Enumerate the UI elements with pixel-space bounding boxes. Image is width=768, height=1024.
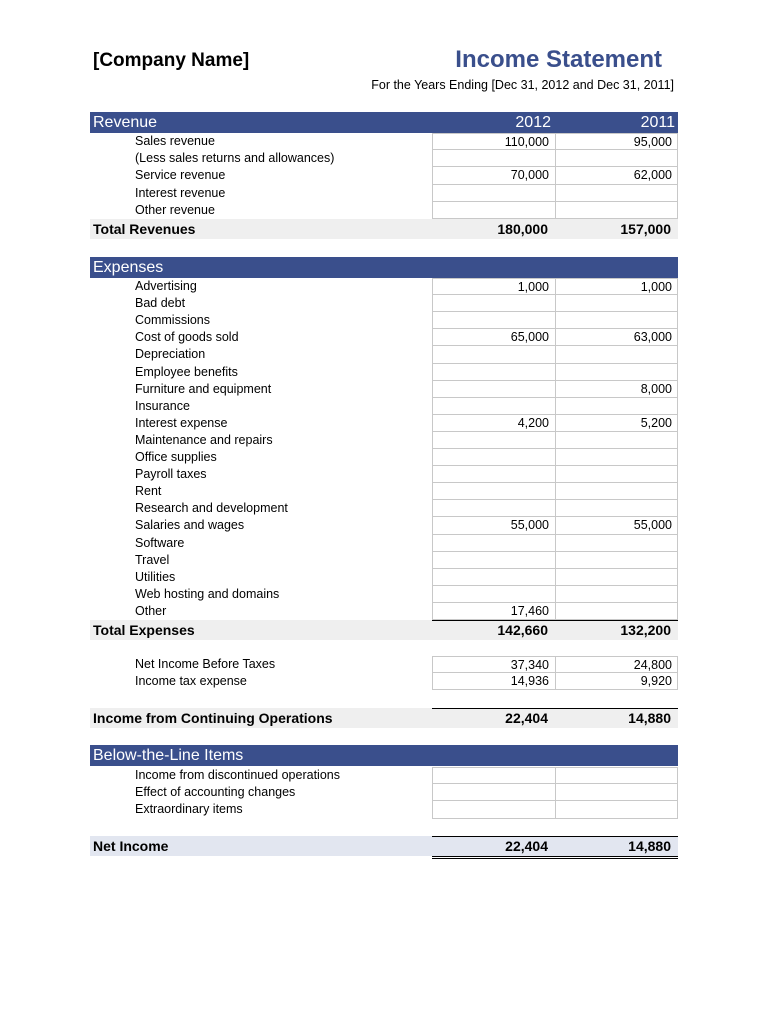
value-cell-2011[interactable]	[555, 432, 678, 449]
statement-subtitle: For the Years Ending [Dec 31, 2012 and Dec 31, 2011]	[371, 78, 674, 92]
value-cell-2011[interactable]	[555, 767, 678, 784]
line-item-label: Rent	[135, 484, 162, 499]
line-item-label: Cost of goods sold	[135, 330, 239, 345]
line-item-label: Employee benefits	[135, 364, 238, 379]
value-cell-2012[interactable]	[432, 500, 555, 517]
value-cell-2011[interactable]	[555, 295, 678, 312]
revenue-section-header	[90, 112, 678, 133]
total-value-2012: 22,404	[505, 838, 548, 854]
expense-line-item	[90, 329, 678, 346]
total-label: Net Income	[93, 838, 169, 854]
value-cell-2012[interactable]	[432, 483, 555, 500]
line-item-label: Furniture and equipment	[135, 381, 272, 396]
line-item-label: Other	[135, 603, 167, 618]
value-cell-2011[interactable]: 95,000	[555, 133, 678, 150]
value-cell-2012[interactable]: 17,460	[432, 603, 555, 620]
value-cell-2011[interactable]: 62,000	[555, 167, 678, 184]
line-item-label: Office supplies	[135, 450, 217, 464]
expense-line-item	[90, 603, 678, 620]
expense-line-item	[90, 483, 678, 500]
expense-line-item	[90, 449, 678, 466]
value-cell-2012[interactable]	[432, 150, 555, 167]
value-cell-2012[interactable]	[432, 346, 555, 363]
expense-line-item	[90, 364, 678, 381]
line-item-label: Payroll taxes	[135, 467, 207, 482]
pretax-line-item	[90, 656, 678, 673]
below-line-item	[90, 784, 678, 801]
total-label: Total Expenses	[93, 622, 195, 638]
expense-line-item	[90, 346, 678, 363]
expense-line-item	[90, 312, 678, 329]
value-cell-2011[interactable]	[555, 364, 678, 381]
value-cell-2011[interactable]	[555, 449, 678, 466]
expense-line-item	[90, 552, 678, 569]
total-label: Total Revenues	[93, 221, 196, 237]
value-cell-2011[interactable]	[555, 500, 678, 517]
value-cell-2012[interactable]	[432, 767, 555, 784]
total-label: Income from Continuing Operations	[93, 710, 333, 726]
line-item-label: Commissions	[135, 313, 211, 328]
line-item-label: Effect of accounting changes	[135, 785, 296, 800]
line-item-label: (Less sales returns and allowances)	[135, 151, 335, 166]
line-item-label: Advertising	[135, 279, 197, 293]
value-cell-2012[interactable]	[432, 364, 555, 381]
expense-line-item	[90, 466, 678, 483]
value-cell-2011[interactable]: 9,920	[555, 673, 678, 690]
line-item-label: Research and development	[135, 501, 288, 516]
line-item-label: Salaries and wages	[135, 518, 245, 533]
value-cell-2012[interactable]	[432, 552, 555, 569]
value-cell-2011[interactable]	[555, 202, 678, 219]
line-item-label: Income tax expense	[135, 674, 247, 689]
year-2012-header: 2012	[515, 114, 551, 131]
company-name: [Company Name]	[93, 50, 250, 71]
value-cell-2011[interactable]: 8,000	[555, 381, 678, 398]
expense-line-item	[90, 278, 678, 295]
section-title: Below-the-Line Items	[93, 747, 244, 764]
total-expenses-row	[90, 620, 678, 640]
value-cell-2011[interactable]	[555, 185, 678, 202]
value-cell-2012[interactable]: 55,000	[432, 517, 555, 534]
value-cell-2011[interactable]	[555, 784, 678, 801]
expense-line-item	[90, 398, 678, 415]
line-item-label: Travel	[135, 552, 170, 567]
total-value-2012: 180,000	[497, 221, 548, 237]
below-line-item	[90, 801, 678, 818]
revenue-line-item	[90, 133, 678, 150]
revenue-line-item	[90, 150, 678, 167]
value-cell-2012[interactable]: 1,000	[432, 278, 555, 295]
line-item-label: Extraordinary items	[135, 802, 243, 817]
value-cell-2012[interactable]: 37,340	[432, 656, 555, 673]
value-cell-2011[interactable]	[555, 535, 678, 552]
value-cell-2011[interactable]	[555, 801, 678, 818]
revenue-line-item	[90, 202, 678, 219]
value-cell-2012[interactable]	[432, 295, 555, 312]
section-title: Expenses	[93, 259, 164, 276]
value-cell-2012[interactable]: 4,200	[432, 415, 555, 432]
value-cell-2012[interactable]	[432, 202, 555, 219]
continuing-operations-row	[90, 708, 678, 728]
value-cell-2011[interactable]	[555, 312, 678, 329]
total-revenues-row	[90, 219, 678, 239]
value-cell-2012[interactable]: 70,000	[432, 167, 555, 184]
total-value-2011: 14,880	[628, 710, 671, 726]
line-item-label: Maintenance and repairs	[135, 432, 273, 447]
value-cell-2012[interactable]	[432, 432, 555, 449]
line-item-label: Software	[135, 535, 185, 550]
total-value-2011: 157,000	[620, 221, 671, 237]
value-cell-2011[interactable]	[555, 569, 678, 586]
expense-line-item	[90, 500, 678, 517]
section-title: Revenue	[93, 114, 158, 131]
value-cell-2012[interactable]	[432, 569, 555, 586]
line-item-label: Income from discontinued operations	[135, 768, 340, 782]
value-cell-2011[interactable]: 24,800	[555, 656, 678, 673]
year-2011-header: 2011	[640, 114, 675, 131]
below-the-line-section-header	[90, 745, 678, 766]
expense-line-item	[90, 415, 678, 432]
value-cell-2011[interactable]	[555, 346, 678, 363]
expense-line-item	[90, 295, 678, 312]
expenses-section-header	[90, 257, 678, 278]
value-cell-2012[interactable]	[432, 398, 555, 415]
value-cell-2012[interactable]	[432, 586, 555, 603]
line-item-label: Net Income Before Taxes	[135, 657, 276, 671]
value-cell-2012[interactable]: 14,936	[432, 673, 555, 690]
expense-line-item	[90, 569, 678, 586]
double-underline	[432, 856, 678, 859]
expense-line-item	[90, 535, 678, 552]
value-cell-2012[interactable]: 65,000	[432, 329, 555, 346]
expense-line-item	[90, 586, 678, 603]
line-item-label: Insurance	[135, 398, 190, 413]
value-cell-2012[interactable]	[432, 185, 555, 202]
value-cell-2012[interactable]	[432, 466, 555, 483]
pretax-line-item	[90, 673, 678, 690]
line-item-label: Depreciation	[135, 347, 206, 362]
value-cell-2011[interactable]: 55,000	[555, 517, 678, 534]
value-cell-2012[interactable]	[432, 535, 555, 552]
line-item-label: Interest revenue	[135, 185, 226, 200]
line-item-label: Other revenue	[135, 202, 215, 217]
total-value-2012: 22,404	[505, 710, 548, 726]
value-cell-2011[interactable]: 5,200	[555, 415, 678, 432]
expense-line-item	[90, 432, 678, 449]
value-cell-2011[interactable]: 63,000	[555, 329, 678, 346]
value-cell-2012[interactable]: 110,000	[432, 133, 555, 150]
value-cell-2011[interactable]	[555, 586, 678, 603]
value-cell-2011[interactable]: 1,000	[555, 278, 678, 295]
line-item-label: Sales revenue	[135, 134, 215, 148]
value-cell-2012[interactable]	[432, 784, 555, 801]
value-cell-2011[interactable]	[555, 552, 678, 569]
value-cell-2012[interactable]	[432, 312, 555, 329]
total-value-2011: 132,200	[620, 622, 671, 638]
expense-line-item	[90, 381, 678, 398]
value-cell-2012[interactable]	[432, 381, 555, 398]
net-income-row	[90, 836, 678, 856]
revenue-line-item	[90, 167, 678, 184]
line-item-label: Service revenue	[135, 168, 226, 183]
value-cell-2011[interactable]	[555, 483, 678, 500]
line-item-label: Bad debt	[135, 296, 186, 311]
expense-line-item	[90, 517, 678, 534]
value-cell-2012[interactable]	[432, 801, 555, 818]
line-item-label: Web hosting and domains	[135, 586, 280, 601]
total-value-2012: 142,660	[497, 622, 548, 638]
line-item-label: Interest expense	[135, 415, 228, 430]
value-cell-2011[interactable]	[555, 466, 678, 483]
statement-title: Income Statement	[455, 46, 662, 73]
line-item-label: Utilities	[135, 569, 176, 584]
value-cell-2011[interactable]	[555, 150, 678, 167]
revenue-line-item	[90, 185, 678, 202]
total-value-2011: 14,880	[628, 838, 671, 854]
value-cell-2011[interactable]	[555, 603, 678, 620]
below-line-item	[90, 767, 678, 784]
value-cell-2012[interactable]	[432, 449, 555, 466]
value-cell-2011[interactable]	[555, 398, 678, 415]
